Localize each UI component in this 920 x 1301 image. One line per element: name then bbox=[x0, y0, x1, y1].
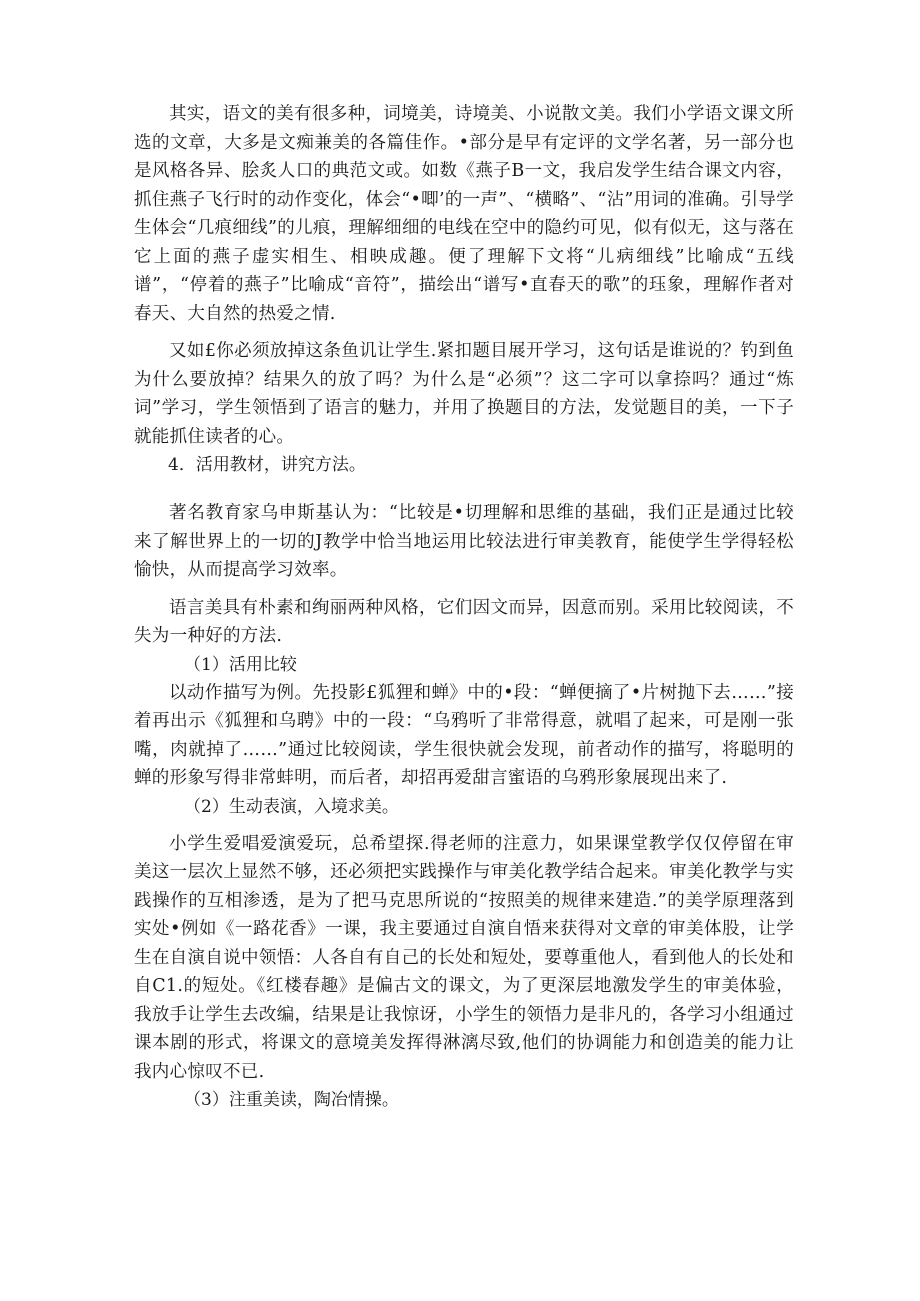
paragraph-fish-example: 又如£你必须放掉这条鱼讥让学生.紧扣题目展开学习，这句话是谁说的？钓到鱼为什么要放掉？结果久的放了吗？为什么是“必须”？这二字可以拿捺吗？通过“炼词”学习，学生领悟到了语言的魅力，并用了换题目的方法，发觉题目的美，一下子就能抓住读者的心。 bbox=[134, 341, 794, 447]
paragraph-action-description: 以动作描写为例。先投影£狐狸和蝉》中的•段：“蝉便摘了•片树抛下去……”接着再出示《狐狸和乌聘》中的一段：“乌鸦听了非常得意，就唱了起来，可是刚一张嘴，肉就掉了……”通过比较阅读，学生很快就会发现，前者动作的描写，将聪明的蝉的形象写得非常蚌明，而后者，却招再爱甜言蜜语的乌鸦形象展现出来了. bbox=[134, 682, 794, 788]
paragraph-comparison-quote: 著名教育家乌申斯基认为：“比较是•切理解和思维的基础，我们正是通过比较来了解世界上的一切的J教学中恰当地运用比较法进行审美教育，能使学生学得轻松愉快，从而提高学习效率。 bbox=[134, 503, 794, 580]
subheading-3: （3）注重美读，陶冶情操。 bbox=[184, 1090, 399, 1110]
subheading-1: （1）活用比较 bbox=[184, 654, 297, 675]
document-page bbox=[134, 100, 794, 1114]
section-heading-4: 4．活用教材，讲究方法。 bbox=[168, 455, 366, 475]
paragraph-performance: 小学生爱唱爱演爱玩，总希望探.得老师的注意力，如果课堂教学仅仅停留在审美这一层次上显然不够，还必须把实践操作与审美化教学结合起来。审美化教学与实践操作的互相渗透，是为了把马克思所说的“按照美的规律来建造.”的美学原理落到实处•例如《一路花香》一课，我主要通过自演自悟来获得对文章的审美体股，让学生在自演自说中领悟：人各自有自己的长处和短处，要尊重他人，看到他人的长处和自C1.的短处。《红楼春趣》是偏古文的课文，为了更深层地激发学生的审美体验，我放手让学生去改编，结果是让我惊讶，小学生的领悟力是非凡的，各学习小组通过课本剧的形式，将课文的意境美发挥得淋漓尽致,他们的协调能力和创造美的能力让我内心惊叹不已. bbox=[134, 833, 794, 1082]
paragraph-language-styles: 语言美具有朴素和绚丽两种风格，它们因文而异，因意而别。采用比较阅读，不失为一种好的方法. bbox=[134, 597, 794, 646]
paragraph-language-beauty: 其实，语文的美有很多种，词境美，诗境美、小说散文美。我们小学语文课文所选的文章，大多是文痴兼美的各篇佳作。•部分是早有定评的文学名著，另一部分也是风格各异、脍炙人口的典范文或。如数《燕子B一文，我启发学生结合课文内容，抓住燕子飞行时的动作变化，体会“•唧’的一声”、“横略”、“沾”用词的准确。引导学生体会“几痕细线”的儿痕，理解细细的电线在空中的隐约可见，似有似无，这与落在它上面的燕子虚实相生、相映成趣。便了理解下文将“儿病细线”比喻成“五线谱”，“停着的燕子”比喻成“音符”，描绘出“谱写•直春天的歌”的珏象，理解作者对春天、大自然的热爱之情. bbox=[134, 104, 794, 324]
subheading-2: （2）生动表演，入境求美。 bbox=[184, 796, 399, 817]
